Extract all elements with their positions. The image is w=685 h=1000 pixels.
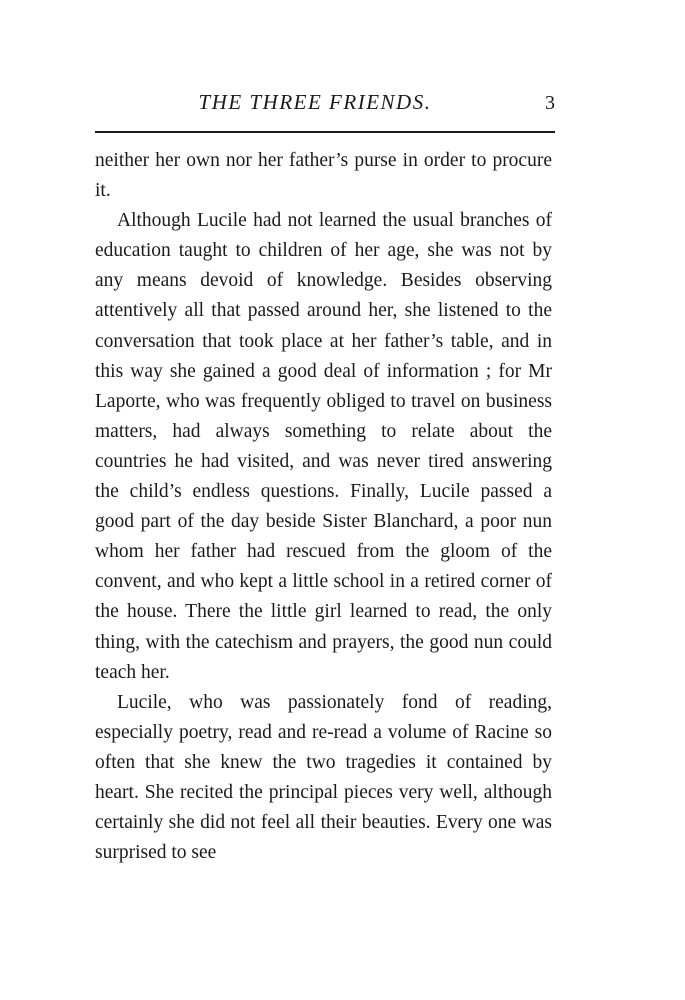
body-text [95, 146, 552, 868]
page-number: 3 [545, 92, 555, 114]
paragraph-continuation: neither her own nor her father’s purse in order to procure it. [95, 150, 552, 202]
paragraph-lucile-education: Although Lucile had not learned the usual branches of education taught to children of her age, she was not by any means devoid of knowledge. Besides observing attentively all that passed around her, she listened to the conversation that took place at her father’s table, and in this way she gained a good deal of information ; for Mr Laporte, who was frequently obliged to travel on business matters, had always something to relate about the countries he had visited, and was never tired answering the child’s endless questions. Finally, Lucile passed a good part of the day beside Sister Blanchard, a poor nun whom her father had rescued from the gloom of the convent, and who kept a little school in a retired corner of the house. There the little girl learned to read, the only thing, with the catechism and prayers, the good nun could teach her. [95, 210, 552, 683]
header-rule [95, 131, 555, 133]
paragraph-lucile-reading: Lucile, who was passionately fond of reading, especially poetry, read and re-read a volume of Racine so often that she knew the two tragedies it contained by heart. She recited the principal pieces very well, although certainly she did not feel all their beauties. Every one was surprised to see [95, 691, 552, 864]
running-head [95, 90, 555, 120]
running-title: THE THREE FRIENDS. [198, 90, 432, 114]
